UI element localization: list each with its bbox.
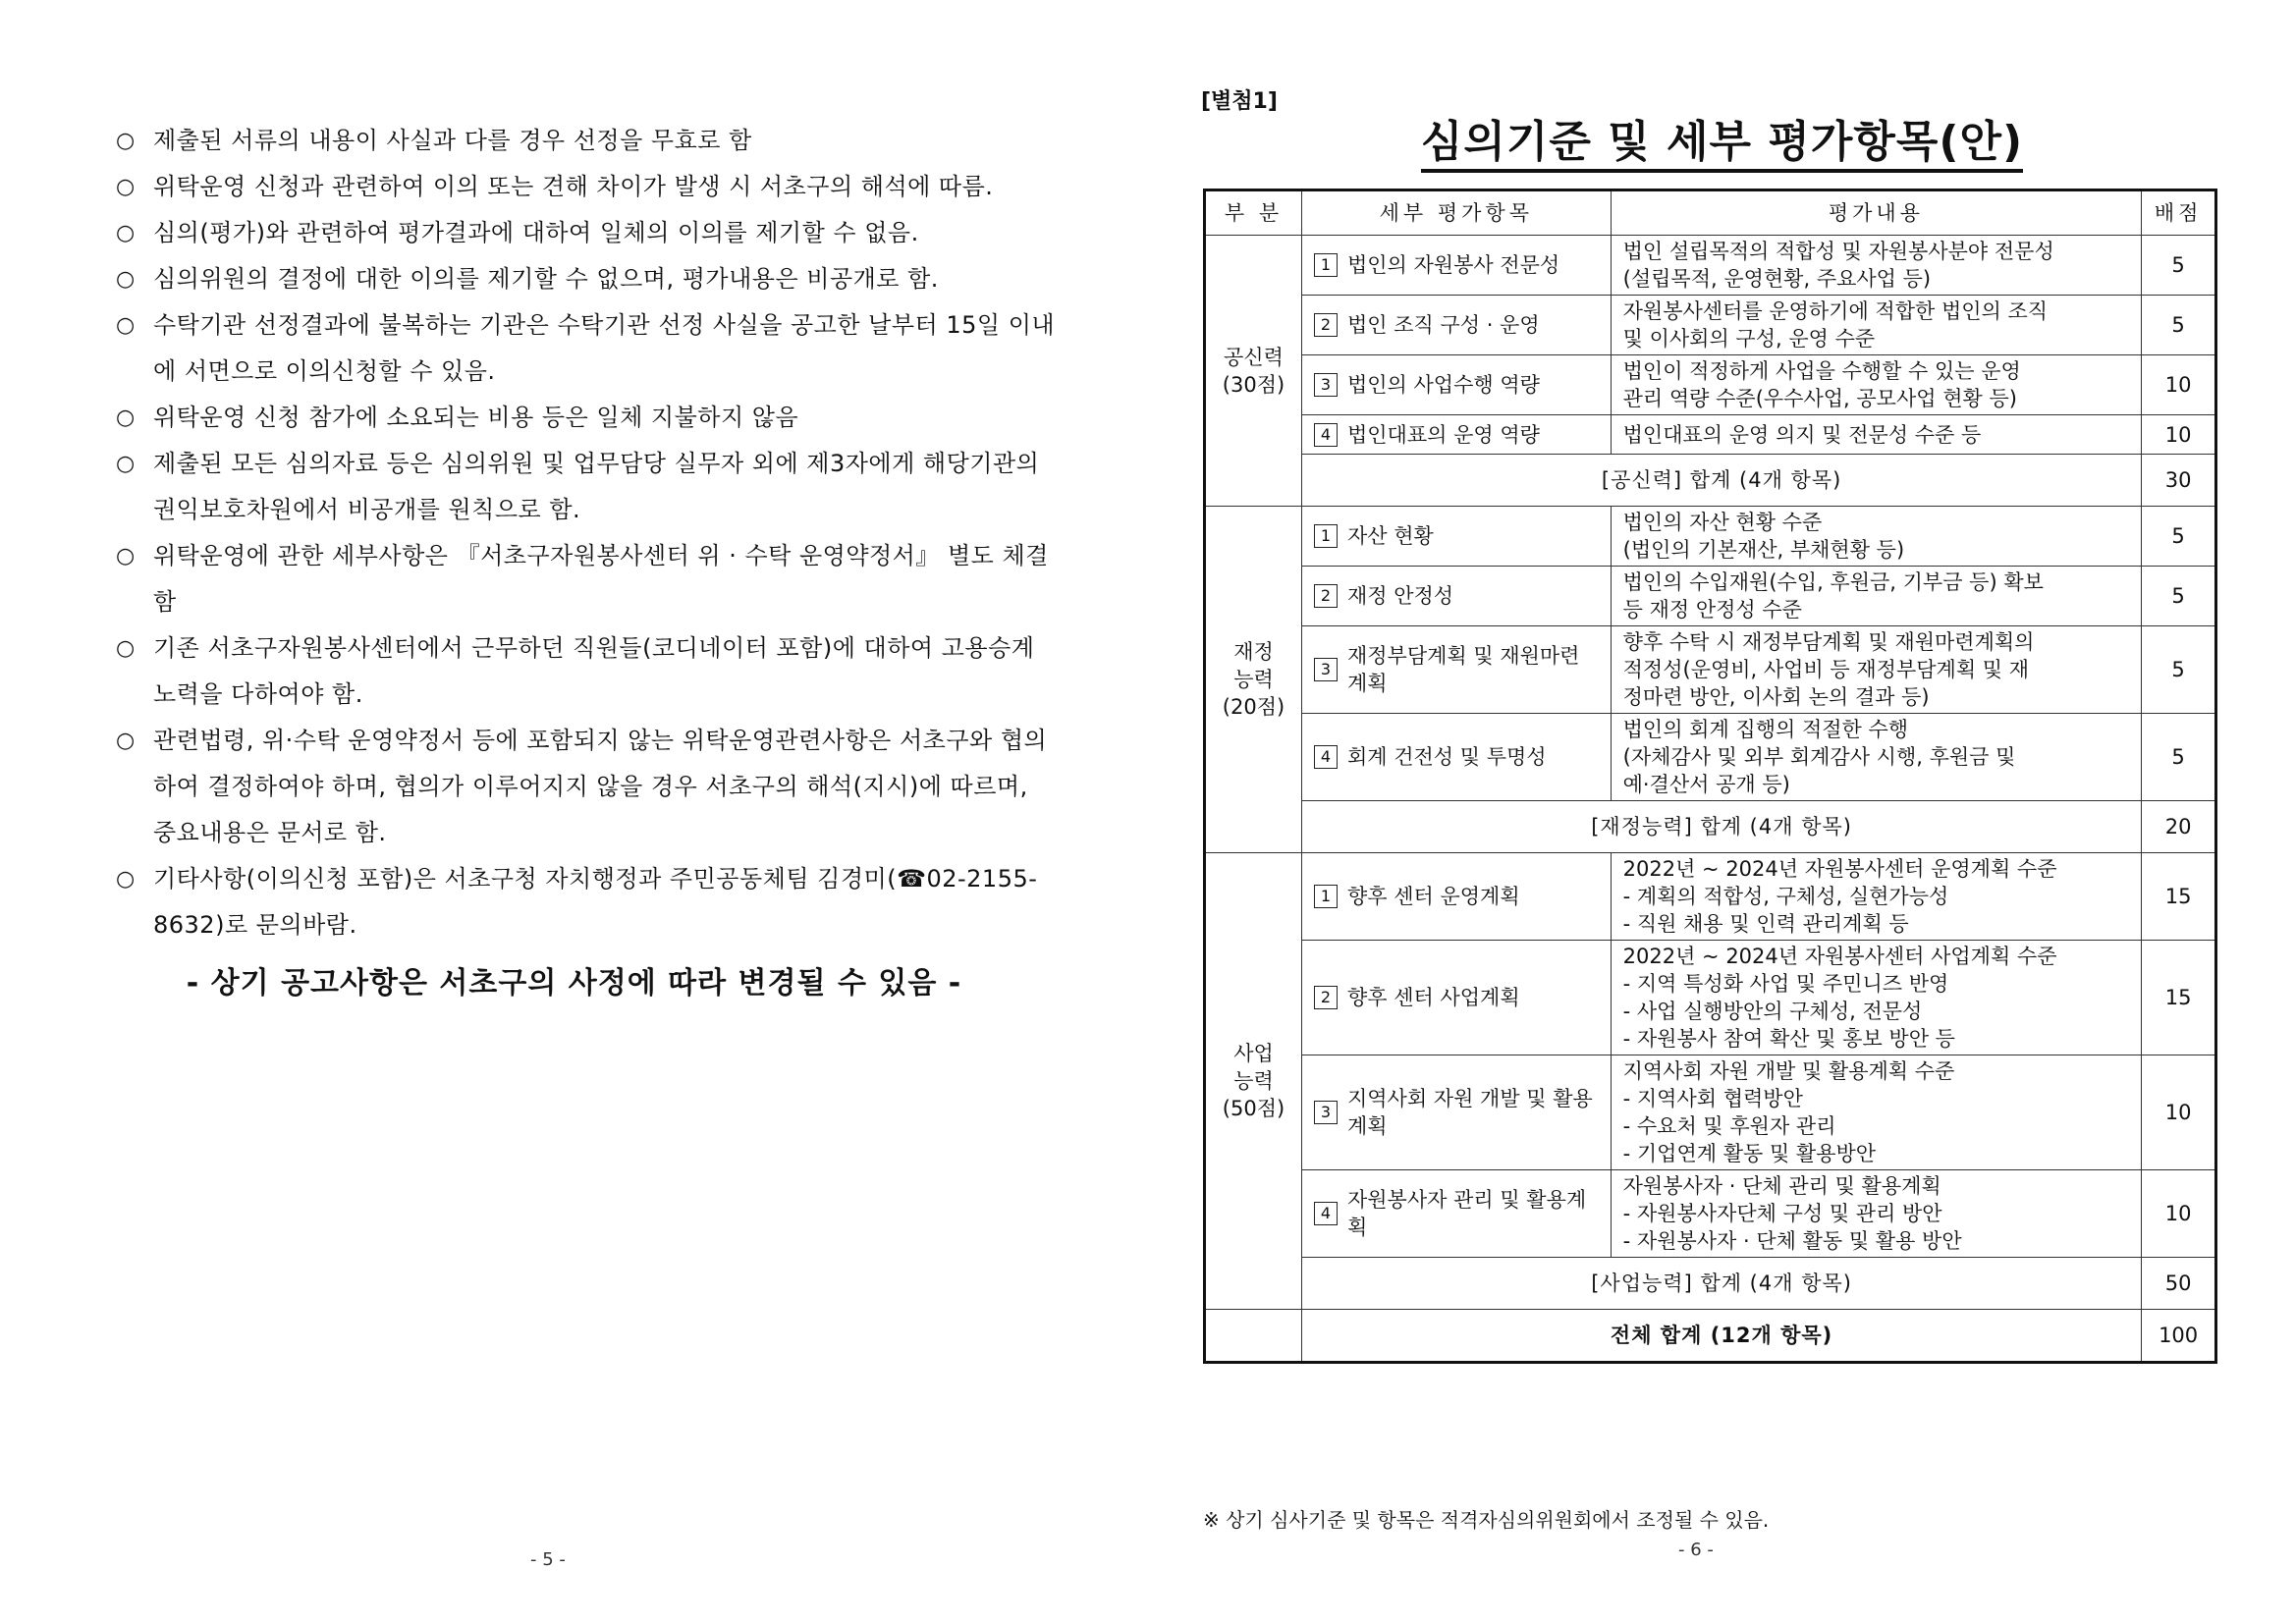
item-wrap bbox=[1314, 311, 1599, 339]
bullet-icon: ○ bbox=[116, 406, 136, 430]
category-line: 능력 bbox=[1233, 668, 1274, 691]
table-row bbox=[1205, 626, 2216, 714]
notice-item bbox=[116, 164, 1059, 210]
table-row bbox=[1205, 507, 2216, 567]
item-number-box: 2 bbox=[1314, 986, 1338, 1009]
item-wrap bbox=[1314, 251, 1599, 279]
score-cell: 5 bbox=[2142, 507, 2216, 567]
score-cell: 10 bbox=[2142, 1170, 2216, 1258]
score-cell: 10 bbox=[2142, 415, 2216, 455]
notice-item bbox=[116, 441, 1059, 533]
table-row bbox=[1205, 296, 2216, 355]
score-cell: 5 bbox=[2142, 567, 2216, 626]
item-number-box: 1 bbox=[1314, 885, 1338, 908]
total-row bbox=[1205, 1310, 2216, 1363]
item-wrap bbox=[1314, 421, 1599, 449]
item-cell bbox=[1301, 853, 1611, 941]
content-line: - 지역 특성화 사업 및 주민니즈 반영 bbox=[1622, 972, 1949, 996]
item-label: 자원봉사자 관리 및 활용계획 bbox=[1346, 1188, 1587, 1239]
notice-item bbox=[116, 718, 1059, 856]
item-cell bbox=[1301, 941, 1611, 1055]
notice-text: 제출된 모든 심의자료 등은 심의위원 및 업무담당 실무자 외에 제3자에게 해당기관의 권익보호차원에서 비공개를 원칙으로 함. bbox=[153, 450, 1040, 523]
item-cell bbox=[1301, 415, 1611, 455]
notice-item bbox=[116, 856, 1059, 948]
item-label: 지역사회 자원 개발 및 활용계획 bbox=[1346, 1087, 1593, 1138]
content-cell bbox=[1611, 853, 2142, 941]
item-label: 향후 센터 운영계획 bbox=[1346, 885, 1520, 908]
notice-text: 심의(평가)와 관련하여 평가결과에 대하여 일체의 이의를 제기할 수 없음. bbox=[153, 219, 919, 246]
table-header-row bbox=[1205, 190, 2216, 236]
page-number: - 6 - bbox=[1678, 1540, 1714, 1560]
score-cell: 15 bbox=[2142, 853, 2216, 941]
content-line: (설립목적, 운영현황, 주요사업 등) bbox=[1622, 267, 1932, 291]
content-cell bbox=[1611, 567, 2142, 626]
content-cell bbox=[1611, 236, 2142, 296]
bullet-icon: ○ bbox=[116, 544, 136, 568]
content-line: 법인의 자산 현황 수준 bbox=[1622, 511, 1823, 534]
content-line: 법인의 수입재원(수입, 후원금, 기부금 등) 확보 bbox=[1622, 570, 2044, 594]
item-label: 재정부담계획 및 재원마련계획 bbox=[1346, 644, 1580, 695]
table-row bbox=[1205, 1055, 2216, 1170]
item-label: 향후 센터 사업계획 bbox=[1346, 986, 1520, 1009]
subtotal-score: 30 bbox=[2142, 455, 2216, 507]
content-line: 및 이사회의 구성, 운영 수준 bbox=[1622, 327, 1876, 351]
subtotal-score: 20 bbox=[2142, 801, 2216, 853]
score-cell: 5 bbox=[2142, 296, 2216, 355]
score-cell: 5 bbox=[2142, 626, 2216, 714]
subtotal-row bbox=[1205, 1258, 2216, 1310]
content-line: 자원봉사센터를 운영하기에 적합한 법인의 조직 bbox=[1622, 299, 2049, 323]
item-number-box: 1 bbox=[1314, 524, 1338, 548]
content-line: (법인의 기본재산, 부채현황 등) bbox=[1622, 538, 1905, 562]
content-line: - 자원봉사자단체 구성 및 관리 방안 bbox=[1622, 1202, 1942, 1225]
content-cell bbox=[1611, 941, 2142, 1055]
category-cell bbox=[1205, 507, 1302, 853]
content-line: 등 재정 안정성 수준 bbox=[1622, 598, 1802, 622]
bullet-icon: ○ bbox=[116, 867, 136, 892]
item-wrap bbox=[1314, 743, 1599, 771]
item-cell bbox=[1301, 355, 1611, 415]
score-cell: 10 bbox=[2142, 355, 2216, 415]
header-content: 평가내용 bbox=[1611, 190, 2142, 236]
notice-item bbox=[116, 533, 1059, 625]
item-number-box: 2 bbox=[1314, 313, 1338, 337]
score-cell: 5 bbox=[2142, 236, 2216, 296]
item-cell bbox=[1301, 507, 1611, 567]
notice-text: 위탁운영 신청 참가에 소요되는 비용 등은 일체 지불하지 않음 bbox=[153, 404, 799, 431]
content-line: 관리 역량 수준(우수사업, 공모사업 현황 등) bbox=[1622, 387, 2017, 410]
total-label: 전체 합계 (12개 항목) bbox=[1301, 1310, 2141, 1363]
content-line: - 직원 채용 및 인력 관리계획 등 bbox=[1622, 912, 1909, 936]
item-number-box: 3 bbox=[1314, 373, 1338, 397]
bullet-icon: ○ bbox=[116, 452, 136, 476]
table-row bbox=[1205, 236, 2216, 296]
content-line: - 지역사회 협력방안 bbox=[1622, 1087, 1803, 1110]
content-line: - 기업연계 활동 및 활용방안 bbox=[1622, 1142, 1877, 1165]
notice-text: 위탁운영 신청과 관련하여 이의 또는 견해 차이가 발생 시 서초구의 해석에 따름. bbox=[153, 173, 994, 200]
notice-item bbox=[116, 625, 1059, 718]
item-wrap bbox=[1314, 1085, 1599, 1140]
header-score: 배점 bbox=[2142, 190, 2216, 236]
content-line: 법인의 회계 집행의 적절한 수행 bbox=[1622, 718, 1909, 741]
item-cell bbox=[1301, 714, 1611, 801]
category-line: (20점) bbox=[1222, 695, 1285, 719]
content-line: 법인대표의 운영 의지 및 전문성 수준 등 bbox=[1622, 422, 1982, 447]
item-number-box: 2 bbox=[1314, 584, 1338, 608]
item-wrap bbox=[1314, 883, 1599, 910]
content-cell bbox=[1611, 714, 2142, 801]
bullet-icon: ○ bbox=[116, 729, 136, 753]
notice-item bbox=[116, 256, 1059, 302]
item-wrap bbox=[1314, 642, 1599, 697]
header-category: 부 분 bbox=[1205, 190, 1302, 236]
notice-item bbox=[116, 395, 1059, 441]
category-line: 능력 bbox=[1233, 1069, 1274, 1093]
page-title-text: 심의기준 및 세부 평가항목(안) bbox=[1421, 117, 2023, 173]
bullet-icon: ○ bbox=[116, 175, 136, 199]
page-number: - 5 - bbox=[530, 1549, 566, 1570]
content-line: 2022년 ~ 2024년 자원봉사센터 운영계획 수준 bbox=[1622, 857, 2057, 881]
subtotal-score: 50 bbox=[2142, 1258, 2216, 1310]
table-row bbox=[1205, 567, 2216, 626]
content-cell bbox=[1611, 626, 2142, 714]
notice-item bbox=[116, 118, 1059, 164]
category-line: 공신력 bbox=[1224, 345, 1284, 369]
content-line: 2022년 ~ 2024년 자원봉사센터 사업계획 수준 bbox=[1622, 945, 2057, 968]
item-cell bbox=[1301, 1055, 1611, 1170]
subtotal-row bbox=[1205, 801, 2216, 853]
content-line: 법인 설립목적의 적합성 및 자원봉사분야 전문성 bbox=[1622, 240, 2054, 263]
item-cell bbox=[1301, 236, 1611, 296]
subtotal-label: [공신력] 합계 (4개 항목) bbox=[1301, 455, 2141, 507]
bullet-icon: ○ bbox=[116, 267, 136, 292]
item-number-box: 3 bbox=[1314, 658, 1338, 681]
content-line: - 자원봉사자 · 단체 활동 및 활용 방안 bbox=[1622, 1229, 1962, 1253]
item-cell bbox=[1301, 296, 1611, 355]
item-cell bbox=[1301, 626, 1611, 714]
item-wrap bbox=[1314, 371, 1599, 399]
content-line: 향후 수탁 시 재정부담계획 및 재원마련계획의 bbox=[1622, 630, 2035, 654]
subtotal-label: [재정능력] 합계 (4개 항목) bbox=[1301, 801, 2141, 853]
content-line: 정마련 방안, 이사회 논의 결과 등) bbox=[1622, 685, 1930, 709]
category-line: (50점) bbox=[1222, 1097, 1285, 1120]
content-line: - 사업 실행방안의 구체성, 전문성 bbox=[1622, 1000, 1923, 1023]
notice-text: 심의위원의 결정에 대한 이의를 제기할 수 없으며, 평가내용은 비공개로 함. bbox=[153, 265, 939, 293]
item-cell bbox=[1301, 1170, 1611, 1258]
item-label: 법인대표의 운영 역량 bbox=[1346, 422, 1540, 447]
item-wrap bbox=[1314, 522, 1599, 550]
content-cell bbox=[1611, 415, 2142, 455]
notice-item bbox=[116, 302, 1059, 395]
notice-text: 기존 서초구자원봉사센터에서 근무하던 직원들(코디네이터 포함)에 대하여 고용승계 노력을 다하여야 함. bbox=[153, 634, 1035, 708]
content-line: (자체감사 및 외부 회계감사 시행, 후원금 및 bbox=[1622, 745, 2016, 769]
item-number-box: 4 bbox=[1314, 1202, 1338, 1225]
content-line: - 수요처 및 후원자 관리 bbox=[1622, 1114, 1836, 1138]
item-label: 재정 안정성 bbox=[1346, 584, 1454, 608]
score-cell: 15 bbox=[2142, 941, 2216, 1055]
category-line: 재정 bbox=[1233, 640, 1274, 664]
item-wrap bbox=[1314, 582, 1599, 610]
table-row bbox=[1205, 714, 2216, 801]
table-row bbox=[1205, 941, 2216, 1055]
content-line: 적정성(운영비, 사업비 등 재정부담계획 및 재 bbox=[1622, 658, 2030, 681]
content-cell bbox=[1611, 1055, 2142, 1170]
notice-item bbox=[116, 210, 1059, 256]
content-line: - 계획의 적합성, 구체성, 실현가능성 bbox=[1622, 885, 1949, 908]
bullet-icon: ○ bbox=[116, 636, 136, 661]
notice-text: 제출된 서류의 내용이 사실과 다를 경우 선정을 무효로 함 bbox=[153, 127, 752, 154]
notice-text: 위탁운영에 관한 세부사항은 『서초구자원봉사센터 위 · 수탁 운영약정서』 별도 체결함 bbox=[153, 542, 1049, 616]
item-number-box: 4 bbox=[1314, 745, 1338, 769]
content-line: 지역사회 자원 개발 및 활용계획 수준 bbox=[1622, 1059, 1955, 1083]
score-cell: 5 bbox=[2142, 714, 2216, 801]
bullet-icon: ○ bbox=[116, 313, 136, 338]
content-line: 예·결산서 공개 등) bbox=[1622, 773, 1790, 796]
score-cell: 10 bbox=[2142, 1055, 2216, 1170]
disclaimer: - 상기 공고사항은 서초구의 사정에 따라 변경될 수 있음 - bbox=[186, 966, 962, 1001]
bullet-icon: ○ bbox=[116, 129, 136, 153]
subtotal-row bbox=[1205, 455, 2216, 507]
criteria-table bbox=[1203, 189, 2217, 1364]
table-row bbox=[1205, 1170, 2216, 1258]
content-cell bbox=[1611, 507, 2142, 567]
category-line: (30점) bbox=[1222, 372, 1285, 397]
content-cell bbox=[1611, 1170, 2142, 1258]
category-line: 사업 bbox=[1233, 1042, 1274, 1065]
content-line: - 자원봉사 참여 확산 및 홍보 방안 등 bbox=[1622, 1027, 1955, 1051]
item-wrap bbox=[1314, 1186, 1599, 1241]
content-line: 자원봉사자 · 단체 관리 및 활용계획 bbox=[1622, 1174, 1941, 1198]
total-empty-cell bbox=[1205, 1310, 1302, 1363]
table-row bbox=[1205, 355, 2216, 415]
notice-text: 수탁기관 선정결과에 불복하는 기관은 수탁기관 선정 사실을 공고한 날부터 15일 이내에 서면으로 이의신청할 수 있음. bbox=[153, 311, 1056, 385]
right-page bbox=[1148, 0, 2296, 1623]
item-wrap bbox=[1314, 984, 1599, 1011]
total-score: 100 bbox=[2142, 1310, 2216, 1363]
item-label: 법인 조직 구성 · 운영 bbox=[1346, 313, 1540, 337]
category-cell bbox=[1205, 853, 1302, 1310]
item-number-box: 4 bbox=[1314, 423, 1338, 447]
item-number-box: 1 bbox=[1314, 253, 1338, 277]
item-label: 법인의 사업수행 역량 bbox=[1346, 373, 1540, 397]
notice-text: 기타사항(이의신청 포함)은 서초구청 자치행정과 주민공동체팀 김경미(☎02-2155-8632)로 문의바람. bbox=[153, 865, 1038, 939]
content-cell bbox=[1611, 296, 2142, 355]
notice-list bbox=[116, 118, 1059, 948]
item-label: 자산 현황 bbox=[1346, 524, 1434, 548]
bullet-icon: ○ bbox=[116, 221, 136, 245]
header-item: 세부 평가항목 bbox=[1301, 190, 1611, 236]
page-title bbox=[1148, 106, 2296, 169]
attachment-label: [별첨1] bbox=[1201, 89, 1278, 114]
notice-text: 관련법령, 위·수탁 운영약정서 등에 포함되지 않는 위탁운영관련사항은 서초구와 협의하여 결정하여야 하며, 협의가 이루어지지 않을 경우 서초구의 해석(지시)에 따르며, 중요내용은 문서로 함. bbox=[153, 727, 1048, 846]
item-number-box: 3 bbox=[1314, 1101, 1338, 1124]
category-cell bbox=[1205, 236, 1302, 507]
item-label: 법인의 자원봉사 전문성 bbox=[1346, 253, 1560, 277]
table-row bbox=[1205, 415, 2216, 455]
content-cell bbox=[1611, 355, 2142, 415]
table-row bbox=[1205, 853, 2216, 941]
subtotal-label: [사업능력] 합계 (4개 항목) bbox=[1301, 1258, 2141, 1310]
item-label: 회계 건전성 및 투명성 bbox=[1346, 745, 1547, 769]
item-cell bbox=[1301, 567, 1611, 626]
content-line: 법인이 적정하게 사업을 수행할 수 있는 운영 bbox=[1622, 359, 2021, 383]
footnote: ※ 상기 심사기준 및 항목은 적격자심의위원회에서 조정될 수 있음. bbox=[1203, 1508, 1770, 1532]
